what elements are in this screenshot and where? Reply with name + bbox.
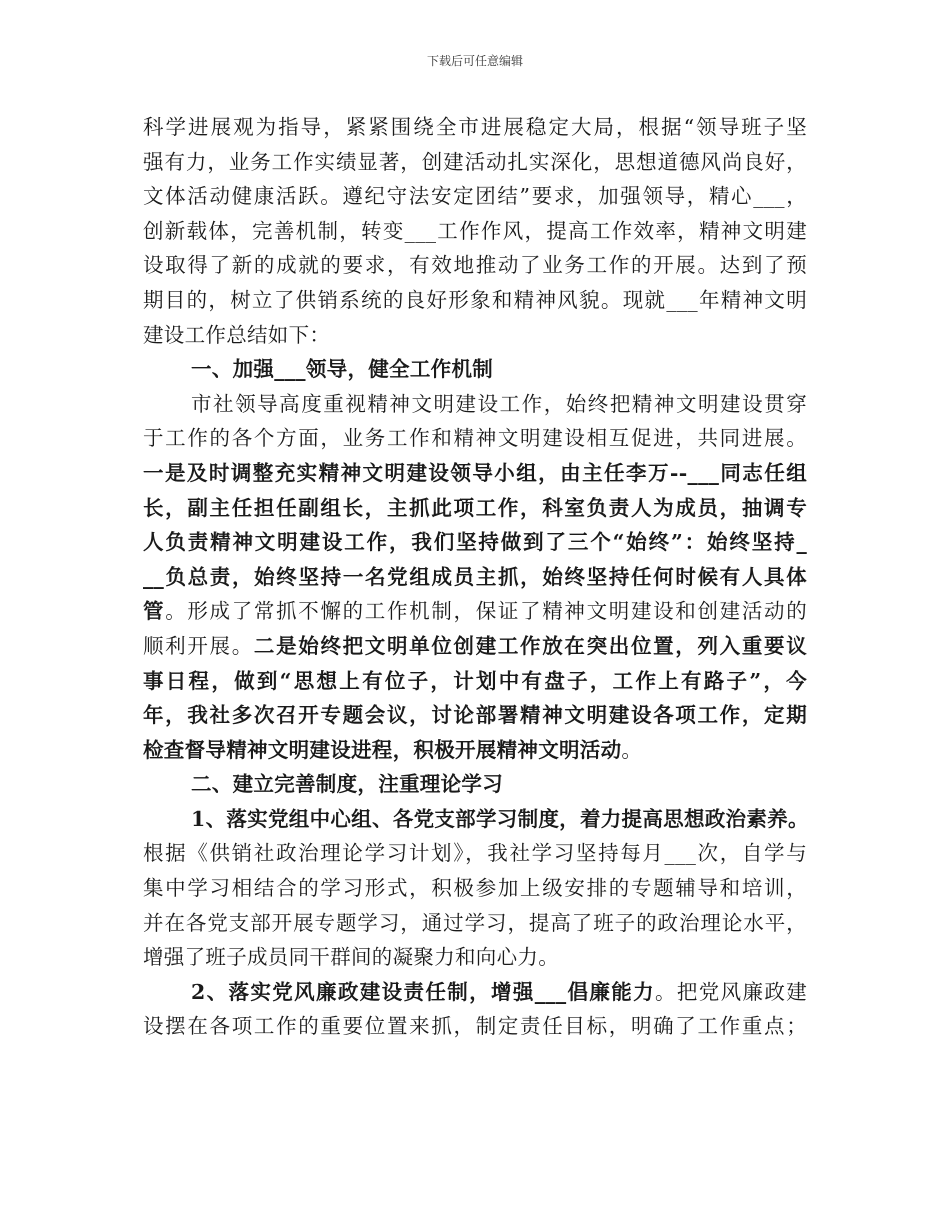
text-line: [143, 733, 807, 768]
text-line: [143, 387, 807, 422]
text-segment: 集中学习相结合的学习形式，积极参加上级安排的专题辅导和培训，: [143, 876, 807, 901]
text-line: [143, 248, 807, 283]
bold-text-segment: 人负责精神文明建设工作，我们坚持做到了三个“始终”：始终坚持_: [143, 530, 807, 555]
text-line: [143, 560, 807, 595]
text-line: [143, 664, 807, 699]
text-segment: 并在各党支部开展专题学习，通过学习，提高了班子的政治理论水平，: [143, 910, 807, 935]
bold-text-segment: 一是及时调整充实精神文明建设领导小组，由主任李万--___同志任组: [143, 460, 807, 485]
section-heading-line: [143, 352, 807, 387]
bold-text-segment: 事日程，做到“思想上有位子，计划中有盘子，工作上有路子”，今: [143, 668, 807, 693]
bold-text-segment: 一、加强___领导，健全工作机制: [191, 357, 494, 382]
text-line: [143, 421, 807, 456]
section-heading-line: [143, 767, 807, 802]
document-body: [143, 110, 807, 1044]
text-line: [143, 214, 807, 249]
bold-text-segment: 长，副主任担任副组长，主抓此项工作，科室负责人为成员，抽调专: [143, 495, 807, 520]
text-segment: 建设工作总结如下：: [143, 322, 331, 347]
text-line: [143, 110, 807, 145]
text-line: [143, 871, 807, 906]
text-segment: 文体活动健康活跃。遵纪守法安定团结”要求，加强领导，精心___，: [143, 184, 807, 209]
text-segment: 期目的，树立了供销系统的良好形象和精神风貌。现就___年精神文明: [143, 287, 807, 312]
text-line: [143, 1009, 807, 1044]
bold-text-segment: 二、建立完善制度，注重理论学习: [191, 772, 503, 797]
text-line: [143, 629, 807, 664]
text-segment: 科学进展观为指导，紧紧围绕全市进展稳定大局，根据“领导班子坚: [143, 115, 807, 139]
text-line: [143, 906, 807, 941]
text-segment: 增强了班子成员同干群间的凝聚力和向心力。: [143, 945, 559, 970]
text-segment: 于工作的各个方面，业务工作和精神文明建设相互促进，共同进展。: [143, 426, 807, 451]
bold-text-segment: 管: [143, 599, 166, 624]
bold-text-segment: 二是始终把文明单位创建工作放在突出位置，列入重要议: [253, 633, 808, 658]
text-segment: 顺利开展。: [143, 633, 254, 658]
text-line: [143, 525, 807, 560]
text-segment: 设取得了新的成就的要求，有效地推动了业务工作的开展。达到了预: [143, 253, 807, 278]
text-segment: 。: [621, 737, 643, 762]
bold-text-segment: 检查督导精神文明建设进程，积极开展精神文明活动: [143, 737, 622, 762]
text-line: [143, 940, 807, 975]
text-segment: 。形成了常抓不懈的工作机制，保证了精神文明建设和创建活动的: [165, 599, 807, 624]
text-line: [143, 594, 807, 629]
text-segment: 创新载体，完善机制，转变___工作作风，提高工作效率，精神文明建: [143, 218, 807, 243]
bold-text-segment: __负总责，始终坚持一名党组成员主抓，始终坚持任何时候有人具体: [143, 564, 807, 589]
text-segment: 根据《供销社政治理论学习计划》，我社学习坚持每月___次，自学与: [143, 841, 807, 866]
text-segment: 。把党风廉政建: [654, 979, 807, 1004]
text-segment: 市社领导高度重视精神文明建设工作，始终把精神文明建设贯穿: [191, 391, 807, 416]
text-line: [143, 975, 807, 1010]
text-line: [143, 491, 807, 526]
text-line: [143, 145, 807, 180]
page-header: 下载后可任意编辑: [426, 54, 523, 68]
bold-text-segment: 年，我社多次召开专题会议，讨论部署精神文明建设各项工作，定期: [143, 703, 807, 728]
text-segment: 设摆在各项工作的重要位置来抓，制定责任目标，明确了工作重点；: [143, 1014, 807, 1039]
text-line: [143, 802, 807, 837]
text-line: [143, 836, 807, 871]
bold-text-segment: 1、落实党组中心组、各党支部学习制度，着力提高思想政治素养。: [191, 806, 809, 831]
bold-text-segment: 2、落实党风廉政建设责任制，增强___倡廉能力: [191, 979, 655, 1004]
text-segment: 强有力，业务工作实绩显著，创建活动扎实深化，思想道德风尚良好，: [143, 149, 807, 174]
text-line: [143, 318, 807, 353]
text-line: [143, 179, 807, 214]
text-line: [143, 698, 807, 733]
text-line: [143, 456, 807, 491]
text-line: [143, 283, 807, 318]
